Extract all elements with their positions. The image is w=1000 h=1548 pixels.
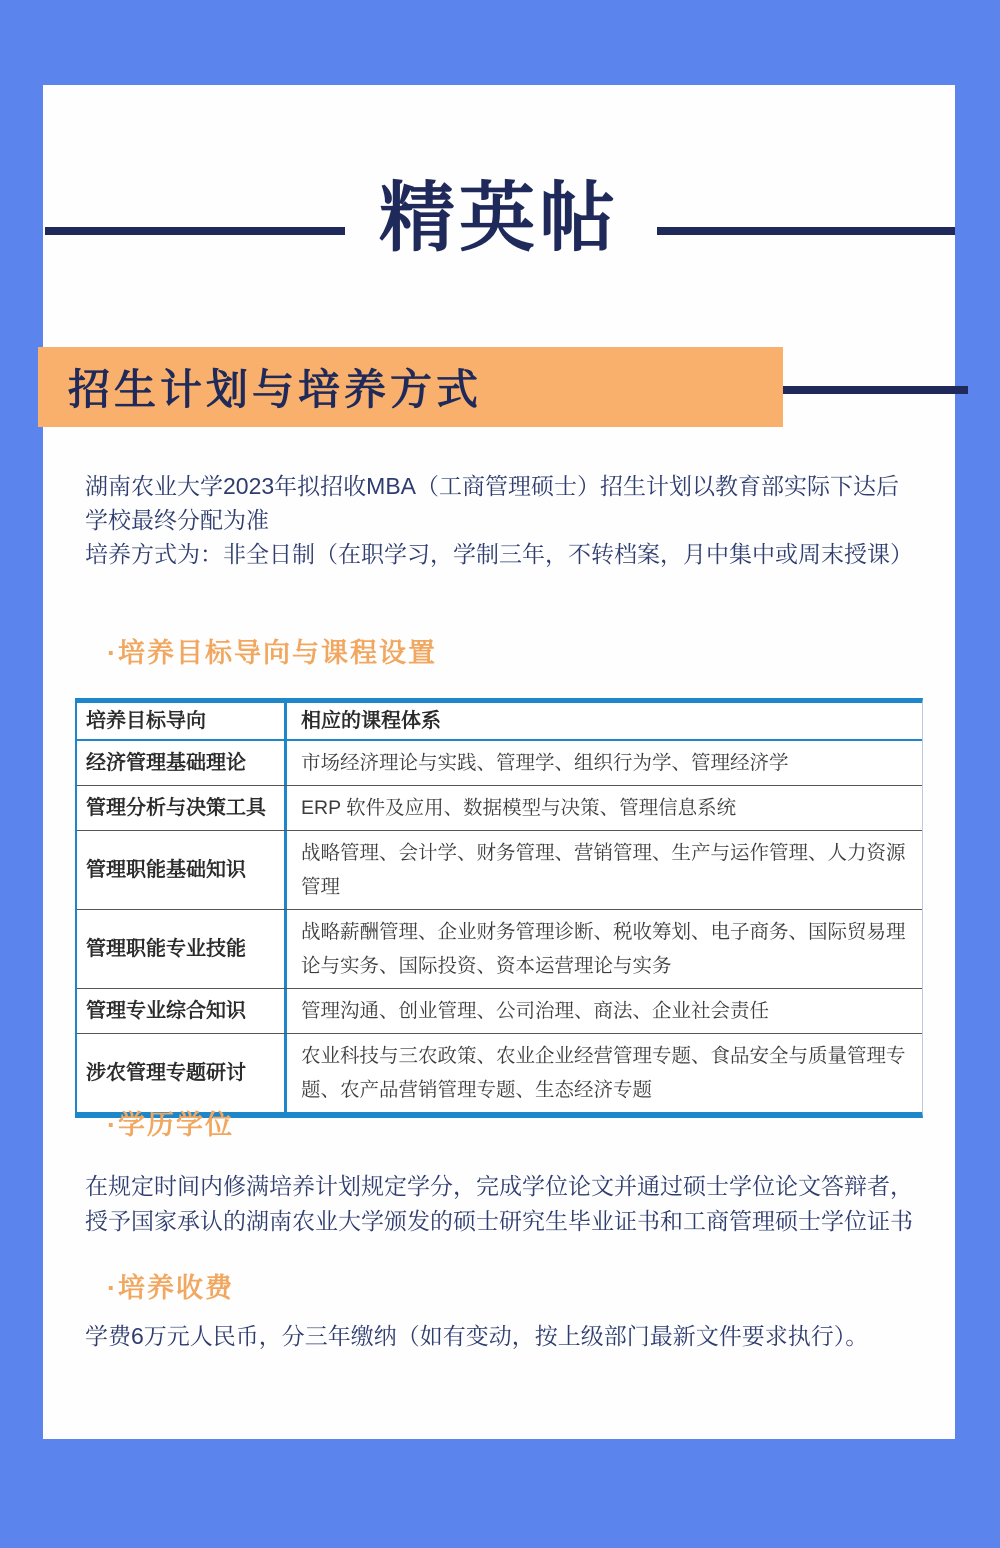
banner-accent-line	[783, 386, 968, 394]
section-heading-fee: ·培养收费	[107, 1273, 234, 1303]
intro-line-2: 学校最终分配为准	[85, 507, 269, 533]
page-title: 精英帖	[379, 176, 619, 261]
table-header-courses: 相应的课程体系	[301, 710, 441, 732]
banner-title: 招生计划与培养方式	[68, 366, 483, 413]
courses-cell: 农业科技与三农政策、农业企业经营管理专题、食品安全与质量管理专题、农产品营销管理专题、生态经济专题	[301, 1045, 906, 1101]
goal-cell: 涉农管理专题研讨	[77, 1034, 287, 1112]
section-banner	[38, 347, 783, 427]
table-row	[77, 988, 922, 1033]
fee-paragraph: 学费6万元人民币，分三年缴纳（如有变动，按上级部门最新文件要求执行）。	[85, 1323, 869, 1349]
degree-line-2: 授予国家承认的湖南农业大学颁发的硕士研究生毕业证书和工商管理硕士学位证书	[85, 1208, 913, 1234]
table-row	[77, 1033, 922, 1112]
goal-cell: 管理专业综合知识	[77, 989, 287, 1033]
table-row	[77, 909, 922, 988]
table-row	[77, 739, 922, 785]
intro-line-1: 湖南农业大学2023年拟招收MBA（工商管理硕士）招生计划以教育部实际下达后	[85, 473, 900, 499]
title-decoration-line-right	[657, 227, 955, 235]
courses-cell: 市场经济理论与实践、管理学、组织行为学、管理经济学	[301, 752, 789, 774]
section-heading-curriculum: ·培养目标导向与课程设置	[107, 638, 437, 668]
intro-paragraph	[85, 469, 945, 571]
courses-cell: 战略薪酬管理、企业财务管理诊断、税收筹划、电子商务、国际贸易理论与实务、国际投资、资本运营理论与实务	[301, 921, 906, 977]
courses-cell: ERP 软件及应用、数据模型与决策、管理信息系统	[301, 797, 737, 819]
degree-line-1: 在规定时间内修满培养计划规定学分，完成学位论文并通过硕士学位论文答辩者，	[85, 1173, 913, 1199]
goal-cell: 经济管理基础理论	[77, 741, 287, 785]
goal-cell: 管理分析与决策工具	[77, 786, 287, 830]
goal-cell: 管理职能基础知识	[77, 831, 287, 909]
degree-paragraph	[85, 1169, 947, 1239]
section-heading-degree: ·学历学位	[107, 1110, 234, 1140]
intro-line-3: 培养方式为：非全日制（在职学习，学制三年，不转档案，月中集中或周末授课）	[85, 541, 913, 567]
content-card	[43, 85, 955, 1439]
courses-cell: 管理沟通、创业管理、公司治理、商法、企业社会责任	[301, 1000, 770, 1022]
goal-cell: 管理职能专业技能	[77, 910, 287, 988]
table-header-goal: 培养目标导向	[77, 703, 287, 739]
curriculum-table	[75, 698, 923, 1118]
courses-cell: 战略管理、会计学、财务管理、营销管理、生产与运作管理、人力资源管理	[301, 842, 906, 898]
table-header-row	[77, 703, 922, 739]
table-row	[77, 830, 922, 909]
table-row	[77, 785, 922, 830]
